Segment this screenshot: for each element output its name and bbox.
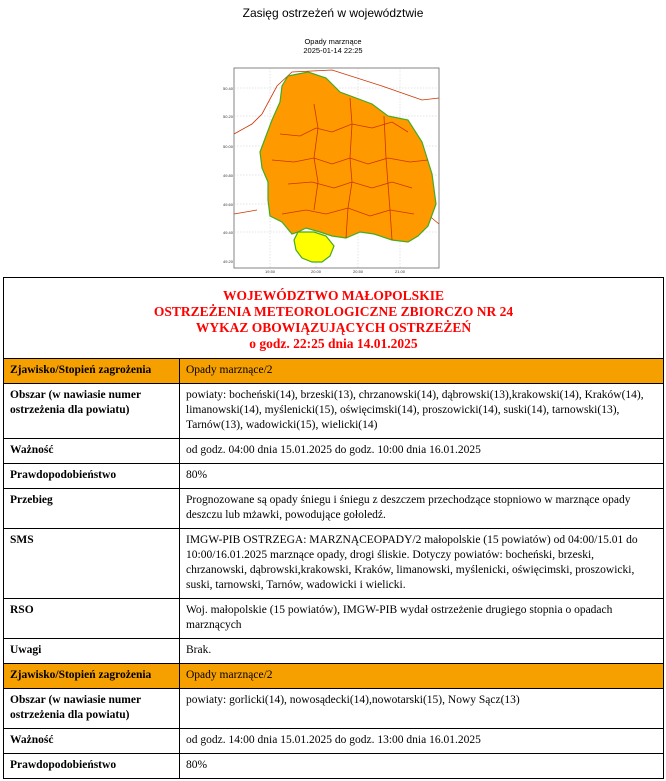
table-row-sms xyxy=(4,529,663,599)
row-label: Zjawisko/Stopień zagrożenia xyxy=(4,664,180,689)
table-row-validity xyxy=(4,729,663,754)
warning-report xyxy=(3,277,664,779)
row-value: od godz. 04:00 dnia 15.01.2025 do godz. 10:00 dnia 16.01.2025 xyxy=(180,439,664,464)
y-tick-label: 49.60 xyxy=(223,202,234,207)
table-row-probability xyxy=(4,464,663,489)
row-label: SMS xyxy=(4,529,180,599)
x-tick-label: 19.50 xyxy=(265,269,276,274)
row-label: Obszar (w nawiasie numer ostrzeżenia dla powiatu) xyxy=(4,384,180,439)
row-value: Opady marznące/2 xyxy=(180,359,664,384)
row-value: Woj. małopolskie (15 powiatów), IMGW-PIB wydał ostrzeżenie drugiego stopnia o opadach marznących xyxy=(180,599,664,639)
row-label: Prawdopodobieństwo xyxy=(4,754,180,779)
table-row-remarks xyxy=(4,639,663,664)
warning-map xyxy=(222,64,444,274)
row-label: RSO xyxy=(4,599,180,639)
table-row-phenomenon xyxy=(4,359,663,384)
y-tick-label: 49.20 xyxy=(223,259,234,264)
row-value: Brak. xyxy=(180,639,664,664)
table-row-area xyxy=(4,384,663,439)
table-row-area xyxy=(4,689,663,729)
y-tick-label: 50.40 xyxy=(223,86,234,91)
map-title: Zasięg ostrzeżeń w województwie xyxy=(242,6,424,20)
row-label: Ważność xyxy=(4,729,180,754)
report-title-list: WYKAZ OBOWIĄZUJĄCYCH OSTRZEŻEŃ xyxy=(195,320,472,335)
row-value: od godz. 14:00 dnia 15.01.2025 do godz. 13:00 dnia 16.01.2025 xyxy=(180,729,664,754)
y-tick-label: 49.80 xyxy=(223,173,234,178)
y-tick-label: 50.20 xyxy=(223,114,234,119)
row-value: 80% xyxy=(180,754,664,779)
warning-table xyxy=(4,359,663,779)
row-label: Przebieg xyxy=(4,489,180,529)
table-row-probability xyxy=(4,754,663,779)
row-value: IMGW-PIB OSTRZEGA: MARZNĄCEOPADY/2 małopolskie (15 powiatów) od 04:00/15.01 do 10:00/16.01.2025 marznące opady, drogi śliskie. Dotyczy powiatów: bocheński, brzeski, chrzanowski, dąbrowski,krakowski, Kraków, limanowski, myślenicki, oświęcimski, proszowicki, suski, tarnowski, Tarnów, wadowicki i wielicki. xyxy=(180,529,664,599)
row-label: Ważność xyxy=(4,439,180,464)
report-title-region: WOJEWÓDZTWO MAŁOPOLSKIE xyxy=(223,288,444,303)
row-value: powiaty: bocheński(14), brzeski(13), chrzanowski(14), dąbrowski(13),krakowski(14), Kraków(14), limanowski(14), myślenicki(15), oświęcimski(14), proszowicki(14), suski(14), tarnowski(13), Tarnów(13), wadowicki(15), wielicki(14) xyxy=(180,384,664,439)
map-subtitle-block xyxy=(0,37,666,55)
x-tick-label: 20.00 xyxy=(311,269,322,274)
row-value: Opady marznące/2 xyxy=(180,664,664,689)
row-value: powiaty: gorlicki(14), nowosądecki(14),nowotarski(15), Nowy Sącz(13) xyxy=(180,689,664,729)
report-title-bulletin: OSTRZEŻENIA METEOROLOGICZNE ZBIORCZO NR 24 xyxy=(153,304,514,319)
row-label: Uwagi xyxy=(4,639,180,664)
row-value: 80% xyxy=(180,464,664,489)
x-tick-label: 20.50 xyxy=(353,269,364,274)
row-value: Prognozowane są opady śniegu i śniegu z deszczem przechodzące stopniowo w marznące opady deszczu lub mżawki, powodujące gołoledź. xyxy=(180,489,664,529)
table-row-phenomenon xyxy=(4,664,663,689)
y-tick-label: 49.40 xyxy=(223,230,234,235)
table-row-course xyxy=(4,489,663,529)
map-subtitle: Opady marznące xyxy=(304,37,362,46)
row-label: Zjawisko/Stopień zagrożenia xyxy=(4,359,180,384)
map-timestamp: 2025-01-14 22:25 xyxy=(303,46,363,55)
y-tick-label: 50.00 xyxy=(223,144,234,149)
report-title-time: o godz. 22:25 dnia 14.01.2025 xyxy=(249,336,418,351)
report-header xyxy=(4,278,663,359)
row-label: Prawdopodobieństwo xyxy=(4,464,180,489)
row-label: Obszar (w nawiasie numer ostrzeżenia dla powiatu) xyxy=(4,689,180,729)
x-tick-label: 21.00 xyxy=(395,269,406,274)
table-row-validity xyxy=(4,439,663,464)
table-row-rso xyxy=(4,599,663,639)
